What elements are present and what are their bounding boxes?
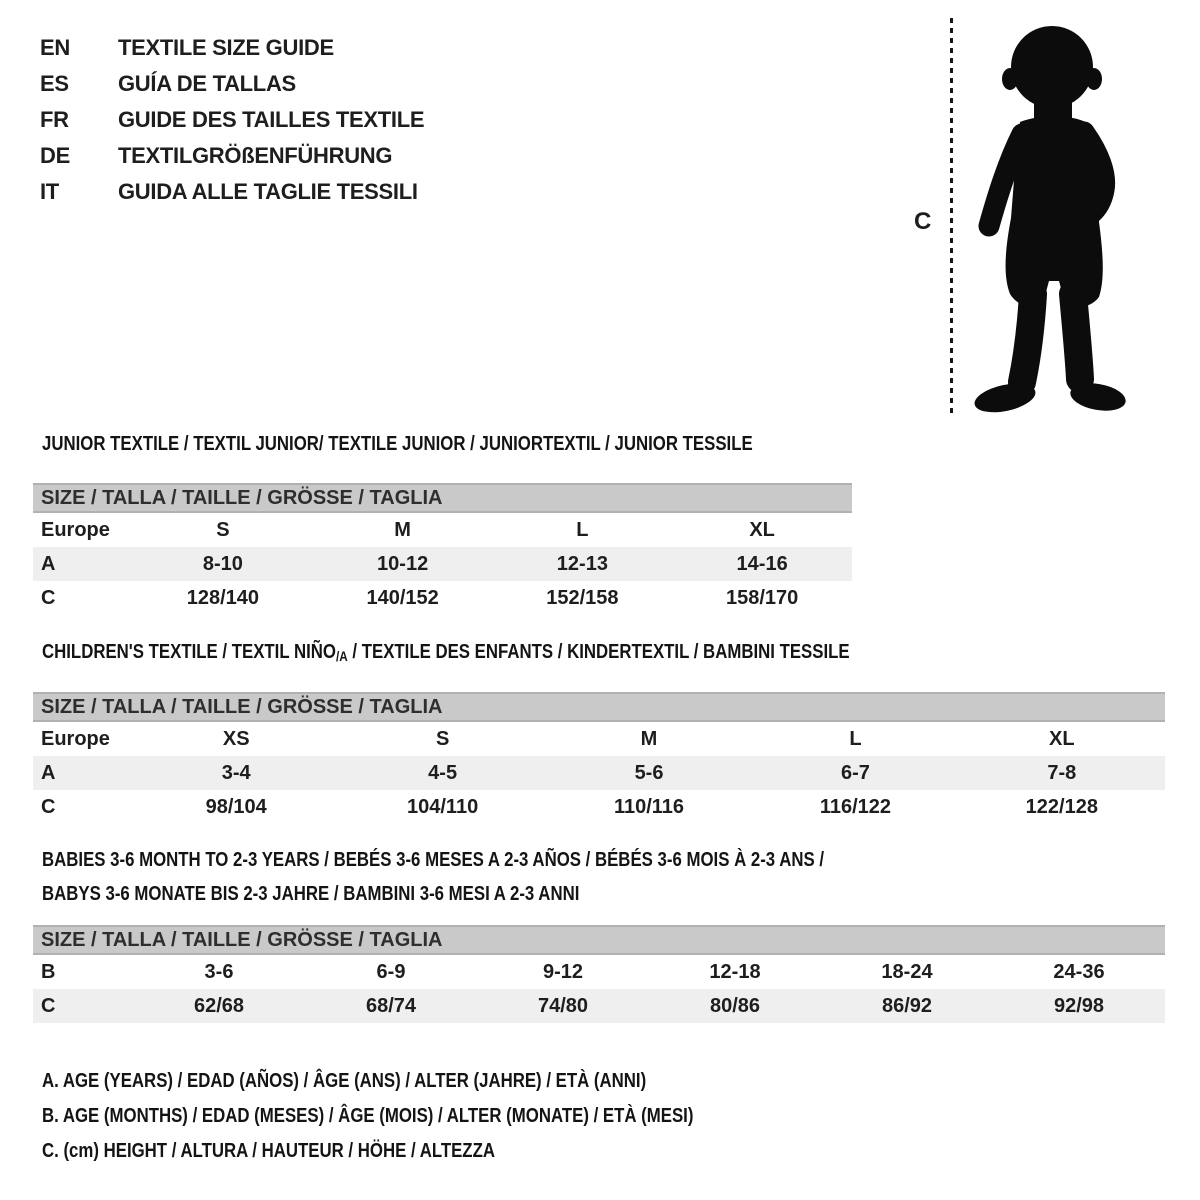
row-label: A — [41, 761, 56, 784]
size-cell: M — [394, 518, 411, 541]
children-title-subscript: /A — [335, 648, 348, 664]
size-cell: L — [849, 727, 862, 750]
babies-size-header-label: SIZE / TALLA / TAILLE / GRÖSSE / TAGLIA — [41, 928, 443, 951]
size-cell: XL — [749, 518, 775, 541]
junior-row-age — [33, 547, 852, 581]
height-cell: 68/74 — [365, 994, 417, 1017]
legend-line-c — [42, 1140, 818, 1175]
height-cell: 140/152 — [366, 586, 439, 609]
lang-code-it: IT — [40, 179, 59, 204]
height-cell: 80/86 — [709, 994, 761, 1017]
age-cell: 4-5 — [428, 761, 458, 784]
lang-title-es: GUÍA DE TALLAS — [118, 71, 296, 96]
junior-size-table — [33, 483, 852, 615]
size-cell: S — [435, 727, 450, 750]
babies-section-title-line1 — [42, 849, 973, 872]
age-cell: 6-7 — [840, 761, 870, 784]
babies-section-title-line1-text: BABIES 3-6 MONTH TO 2-3 YEARS / BEBÉS 3-6 MESES A 2-3 AÑOS / BÉBÉS 3-6 MOIS À 2-3 ANS / — [42, 849, 825, 871]
row-label: B — [41, 960, 56, 983]
size-cell: S — [216, 518, 230, 541]
lang-code-en: EN — [40, 35, 70, 60]
legend-block — [42, 1070, 818, 1175]
months-cell: 24-36 — [1053, 960, 1105, 983]
children-row-europe — [33, 722, 1165, 756]
row-label: C — [41, 586, 56, 609]
height-cell: 122/128 — [1025, 795, 1098, 818]
children-title-suffix: / TEXTILE DES ENFANTS / KINDERTEXTIL / BAMBINI TESSILE — [347, 641, 850, 663]
babies-size-header-bar — [33, 925, 1165, 955]
lang-title-en: TEXTILE SIZE GUIDE — [118, 35, 334, 60]
junior-row-europe — [33, 513, 852, 547]
children-size-header-label: SIZE / TALLA / TAILLE / GRÖSSE / TAGLIA — [41, 695, 443, 718]
children-row-age — [33, 756, 1165, 790]
legend-line-b — [42, 1105, 818, 1140]
months-cell: 3-6 — [204, 960, 234, 983]
height-cell: 116/122 — [819, 795, 892, 818]
height-cell: 62/68 — [193, 994, 245, 1017]
junior-section-title-text: JUNIOR TEXTILE / TEXTIL JUNIOR/ TEXTILE JUNIOR / JUNIORTEXTIL / JUNIOR TESSILE — [42, 433, 753, 455]
babies-section-title-line2 — [42, 883, 682, 906]
legend-line-a-text: A. AGE (YEARS) / EDAD (AÑOS) / ÂGE (ANS) / ALTER (JAHRE) / ETÀ (ANNI) — [42, 1070, 647, 1092]
height-cell: 152/158 — [546, 586, 619, 609]
size-cell: XS — [222, 727, 250, 750]
legend-line-a — [42, 1070, 818, 1105]
language-title-block — [40, 30, 424, 210]
age-cell: 7-8 — [1047, 761, 1077, 784]
age-cell: 5-6 — [634, 761, 664, 784]
row-label: A — [41, 552, 56, 575]
row-label: C — [41, 994, 56, 1017]
babies-row-months — [33, 955, 1165, 989]
months-cell: 12-18 — [709, 960, 761, 983]
lang-title-de: TEXTILGRÖßENFÜHRUNG — [118, 143, 393, 168]
lang-title-it: GUIDA ALLE TAGLIE TESSILI — [118, 179, 418, 204]
junior-section-title — [42, 433, 888, 456]
height-measure-dashed-line — [950, 18, 953, 416]
height-cell: 92/98 — [1053, 994, 1105, 1017]
age-cell: 10-12 — [377, 552, 429, 575]
lang-row-it — [40, 174, 424, 210]
legend-line-b-text: B. AGE (MONTHS) / EDAD (MESES) / ÂGE (MOIS) / ALTER (MONATE) / ETÀ (MESI) — [42, 1105, 694, 1127]
children-size-header-bar — [33, 692, 1165, 722]
junior-size-header-label: SIZE / TALLA / TAILLE / GRÖSSE / TAGLIA — [41, 486, 443, 509]
lang-code-fr: FR — [40, 107, 69, 132]
height-cell: 128/140 — [186, 586, 260, 609]
height-cell: 98/104 — [205, 795, 267, 818]
row-label: Europe — [41, 518, 110, 541]
children-title-prefix: CHILDREN'S TEXTILE / TEXTIL NIÑO — [42, 641, 336, 663]
junior-row-height — [33, 581, 852, 615]
row-label: Europe — [41, 727, 110, 750]
lang-row-de — [40, 138, 424, 174]
babies-row-height — [33, 989, 1165, 1023]
children-section-title-text — [42, 641, 850, 664]
months-cell: 6-9 — [376, 960, 406, 983]
children-size-table — [33, 692, 1165, 824]
height-cell: 74/80 — [537, 994, 589, 1017]
babies-section-title-line2-text: BABYS 3-6 MONATE BIS 2-3 JAHRE / BAMBINI 3-6 MESI A 2-3 ANNI — [42, 883, 580, 905]
height-measure-label: C — [914, 208, 932, 235]
lang-code-de: DE — [40, 143, 70, 168]
lang-row-es — [40, 66, 424, 102]
months-cell: 9-12 — [542, 960, 584, 983]
height-cell: 86/92 — [881, 994, 933, 1017]
lang-row-en — [40, 30, 424, 66]
size-cell: M — [640, 727, 658, 750]
age-cell: 12-13 — [556, 552, 608, 575]
age-cell: 14-16 — [736, 552, 788, 575]
junior-size-header-bar — [33, 483, 852, 513]
height-cell: 158/170 — [725, 586, 799, 609]
size-cell: L — [576, 518, 589, 541]
lang-row-fr — [40, 102, 424, 138]
size-cell: XL — [1049, 727, 1075, 750]
lang-title-fr: GUIDE DES TAILLES TEXTILE — [118, 107, 425, 132]
height-cell: 110/116 — [613, 795, 685, 818]
babies-size-table — [33, 925, 1165, 1023]
months-cell: 18-24 — [881, 960, 933, 983]
row-label: C — [41, 795, 56, 818]
legend-line-c-text: C. (cm) HEIGHT / ALTURA / HAUTEUR / HÖHE / ALTEZZA — [42, 1140, 495, 1162]
children-section-title — [42, 641, 1003, 664]
lang-code-es: ES — [40, 71, 69, 96]
children-row-height — [33, 790, 1165, 824]
height-cell: 104/110 — [407, 795, 479, 818]
toddler-silhouette-icon — [958, 22, 1138, 422]
age-cell: 3-4 — [221, 761, 251, 784]
age-cell: 8-10 — [202, 552, 243, 575]
